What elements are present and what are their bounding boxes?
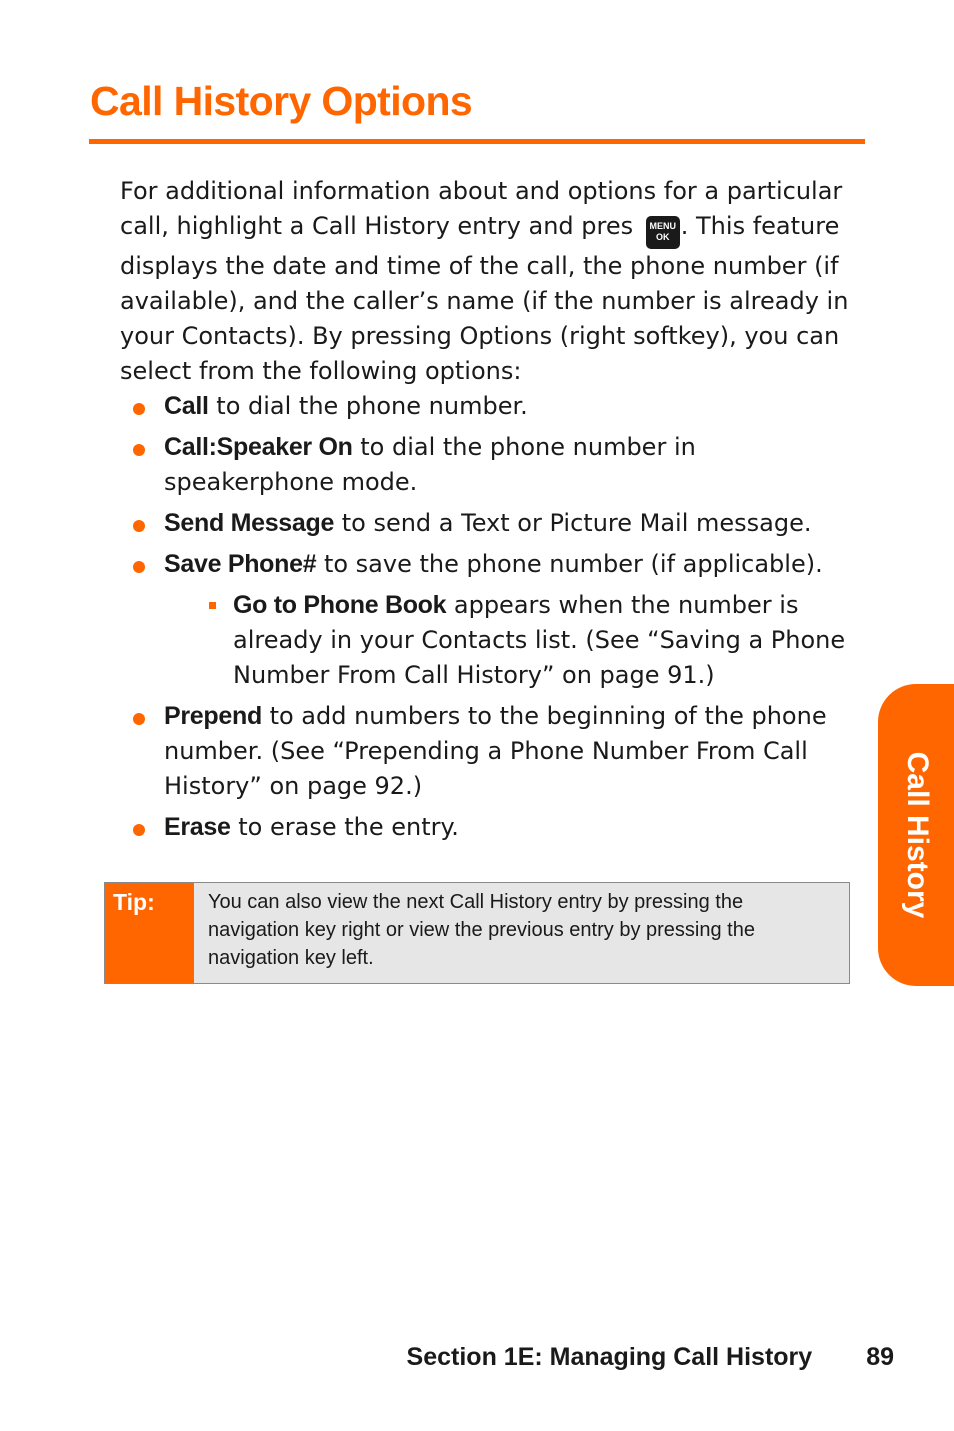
option-term: Save Phone#: [164, 550, 317, 578]
option-save-phone: [164, 547, 864, 582]
option-prepend: [164, 699, 864, 804]
bullet-dot-icon: [133, 824, 145, 836]
option-term: Send Message: [164, 509, 335, 537]
sub-option-term: Go to Phone Book: [233, 591, 447, 619]
page-footer: [407, 1343, 894, 1372]
footer-section-title: Section 1E: Managing Call History: [406, 1343, 813, 1371]
option-call: [164, 389, 864, 424]
menu-key-label: MENU: [649, 221, 677, 231]
tip-label: Tip:: [105, 883, 194, 983]
sub-option-go-to-phone-book: [233, 588, 873, 693]
option-call-speaker-on: [164, 430, 864, 500]
bullet-dot-icon: [133, 520, 145, 532]
bullet-dot-icon: [133, 713, 145, 725]
bullet-dot-icon: [133, 444, 145, 456]
option-term: Call: [164, 392, 209, 420]
bullet-dot-icon: [133, 561, 145, 573]
page-number: 89: [866, 1343, 894, 1371]
option-description: to save the phone number (if applicable).: [316, 550, 823, 578]
intro-text-before-key: For additional information about and options for a particular call, highlight a Call History entry and pres: [120, 177, 843, 240]
options-list: [0, 389, 954, 851]
option-term: Prepend: [164, 702, 262, 730]
intro-text-after-key: . This feature displays the date and time of the call, the phone number (if available), and the caller’s name (if the number is already in your Contacts). By pressing Options (right softkey), you can select from the following options:: [120, 212, 849, 385]
bullet-square-icon: [209, 602, 216, 609]
page-title: Call History Options: [90, 78, 473, 124]
option-term: Call:Speaker On: [164, 433, 353, 461]
option-description: to erase the entry.: [230, 813, 459, 841]
option-description: to dial the phone number in speakerphone mode.: [164, 433, 696, 496]
option-description: to dial the phone number.: [208, 392, 528, 420]
side-tab-label: Call History: [901, 751, 934, 919]
option-description: to send a Text or Picture Mail message.: [334, 509, 812, 537]
option-erase: [164, 810, 864, 845]
menu-ok-key-icon: [646, 216, 680, 249]
title-rule: [89, 139, 865, 144]
tip-text: You can also view the next Call History entry by pressing the navigation key right or view the previous entry by pressing the navigation key left.: [208, 891, 755, 969]
ok-key-label: OK: [656, 232, 670, 242]
sub-option-description: appears when the number is already in your Contacts list. (See “Saving a Phone Number From Call History” on page 91.): [233, 591, 846, 689]
intro-paragraph: [120, 174, 870, 389]
option-description: to add numbers to the beginning of the phone number. (See “Prepending a Phone Number From Call History” on page 92.): [164, 702, 827, 800]
option-send-message: [164, 506, 864, 541]
option-term: Erase: [164, 813, 231, 841]
tip-box: [104, 882, 850, 984]
bullet-dot-icon: [133, 403, 145, 415]
